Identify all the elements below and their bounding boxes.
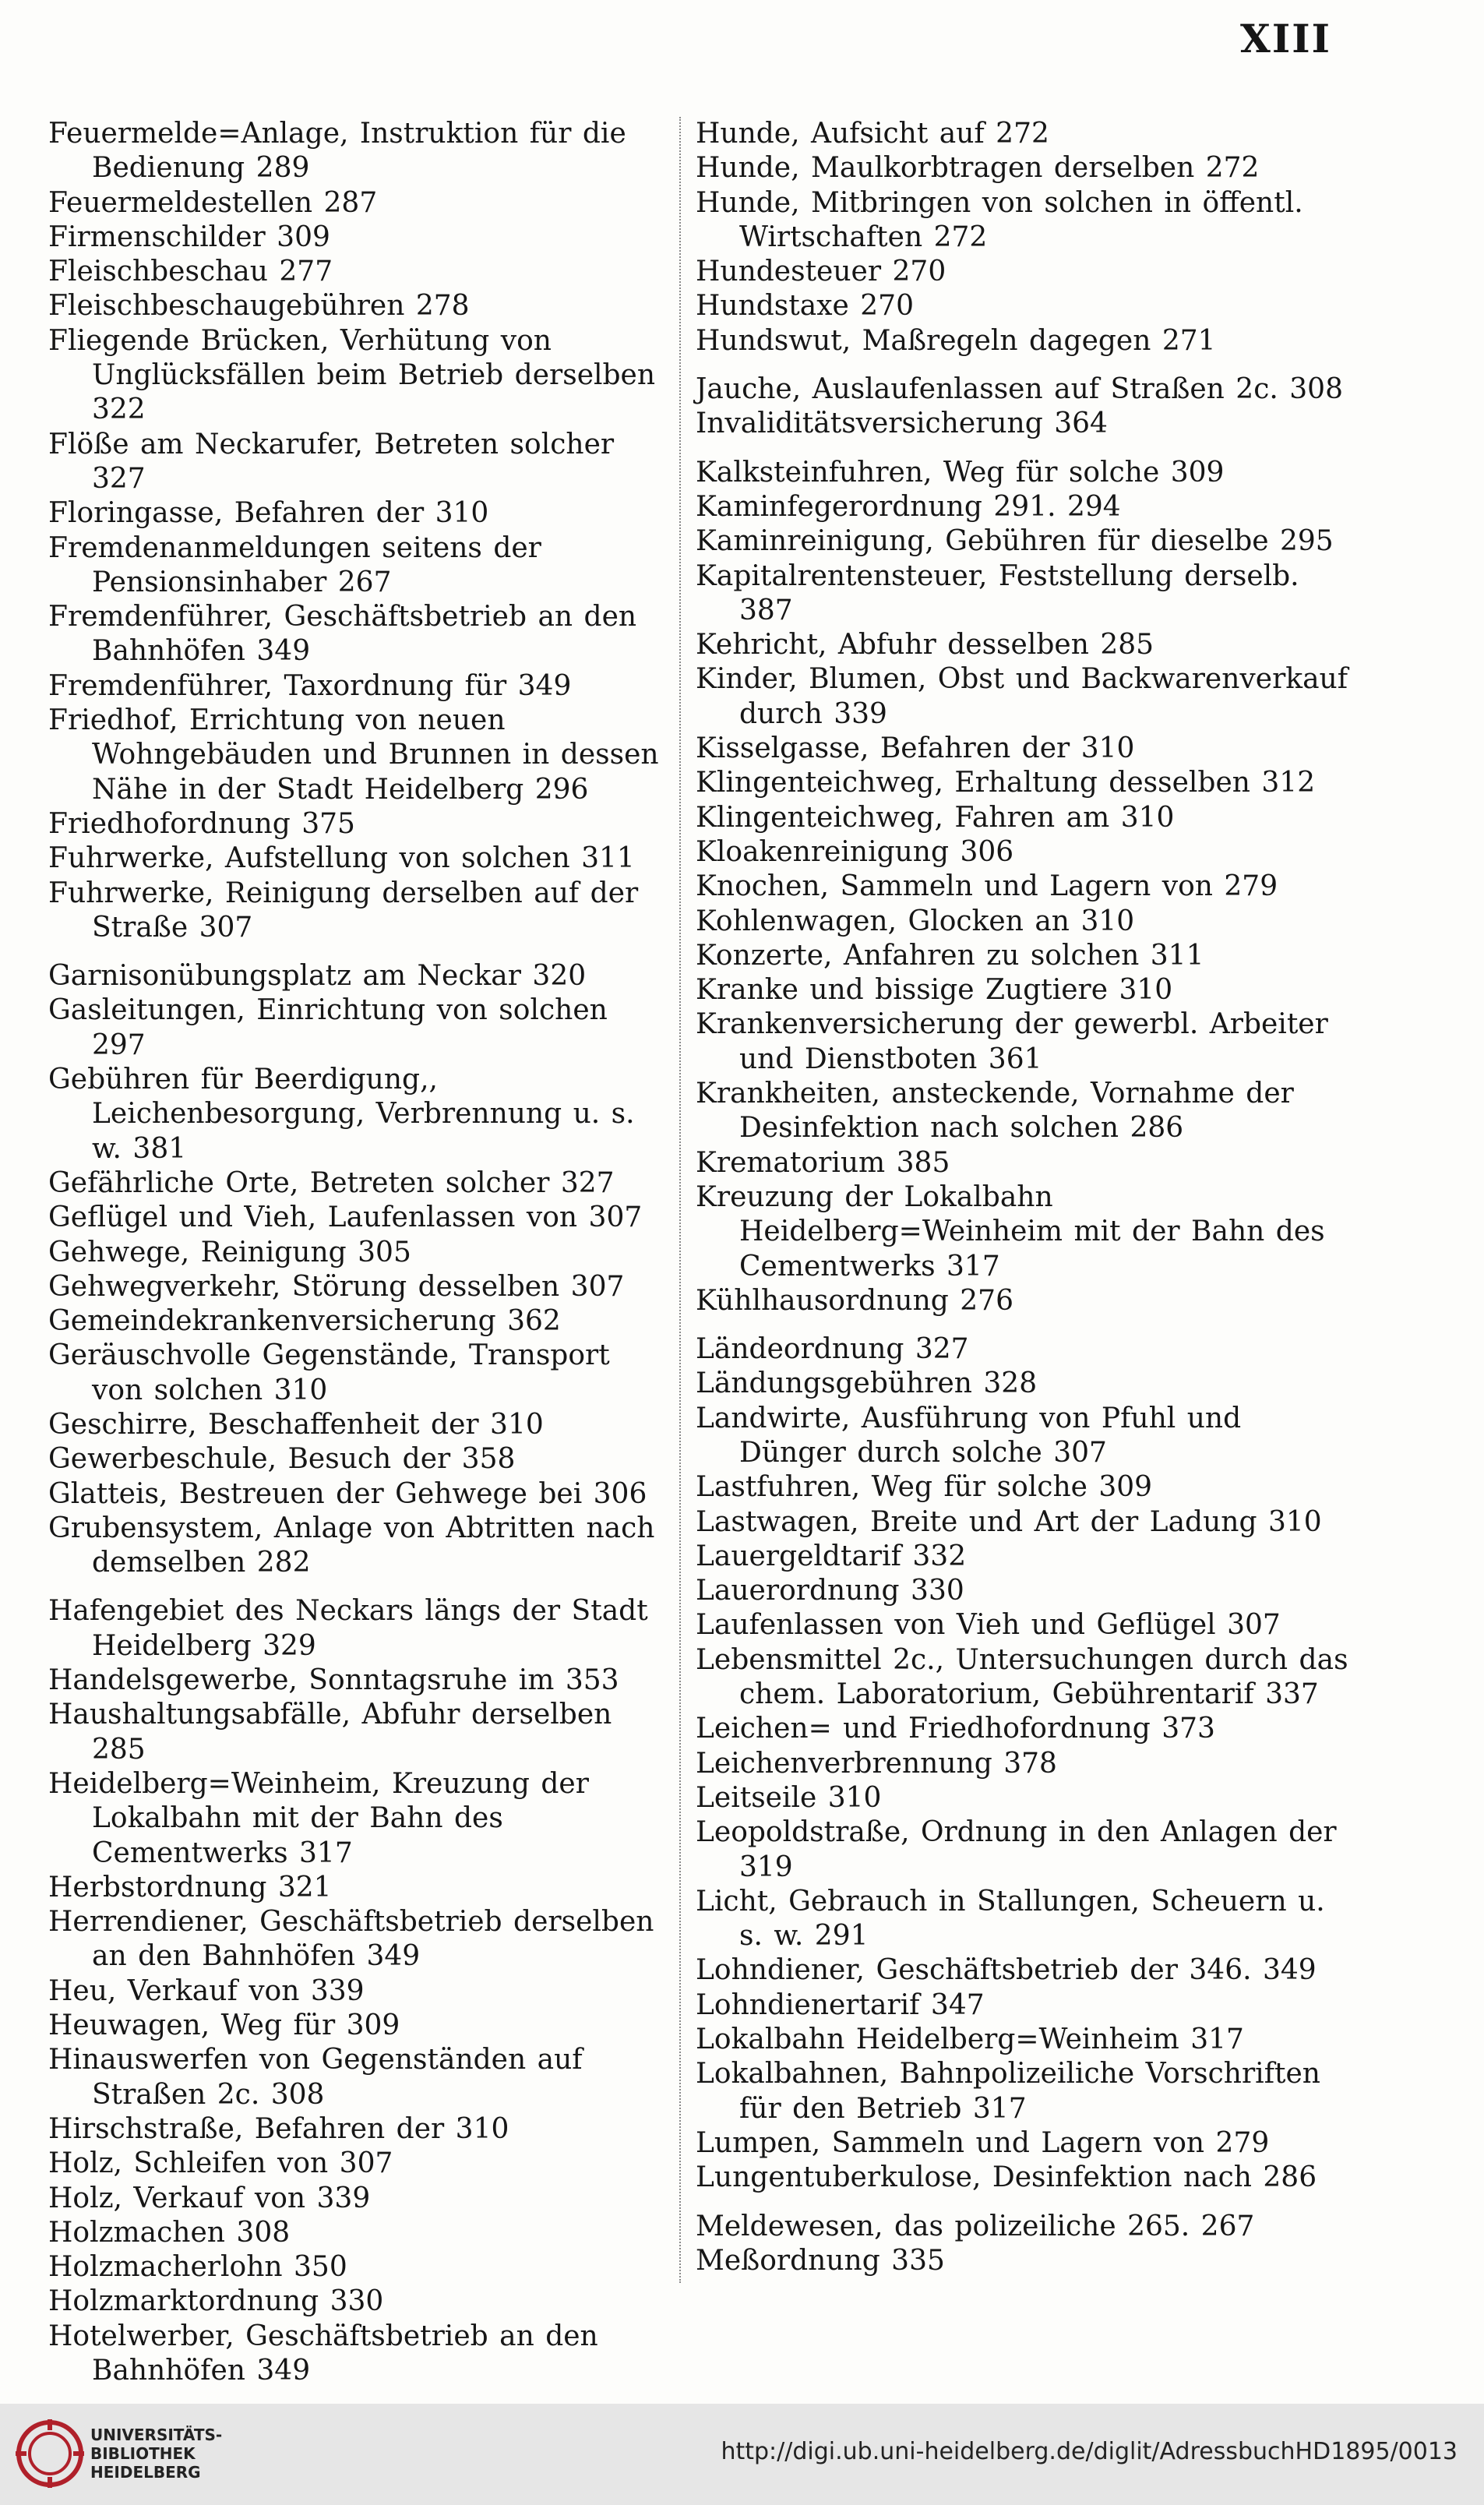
index-entry: Fleischbeschaugebühren 278 bbox=[48, 290, 470, 323]
index-entry: Lastfuhren, Weg für solche 309 bbox=[696, 1471, 1153, 1504]
index-entry: Lokalbahnen, Bahnpolizeiliche Vorschriften für den Betrieb 317 bbox=[696, 2058, 1320, 2125]
index-entry: Hunde, Maulkorbtragen derselben 272 bbox=[696, 152, 1260, 185]
index-entry: Lungentuberkulose, Desinfektion nach 286 bbox=[696, 2161, 1317, 2194]
index-entry: Kaminfegerordnung 291. 294 bbox=[696, 490, 1121, 523]
index-entry: Heuwagen, Weg für 309 bbox=[48, 2009, 400, 2042]
index-entry: Licht, Gebrauch in Stallungen, Scheuern u. s. w. 291 bbox=[696, 1885, 1325, 1953]
index-entry: Gehwege, Reinigung 305 bbox=[48, 1236, 411, 1268]
index-entry: Ländeordnung 327 bbox=[696, 1333, 969, 1366]
index-entry: Kaminreinigung, Gebühren für dieselbe 295 bbox=[696, 525, 1334, 558]
index-entry: Kapitalrentensteuer, Feststellung derselb. 387 bbox=[696, 559, 1299, 626]
index-entry: Haushaltungsabfälle, Abfuhr derselben 285 bbox=[48, 1699, 612, 1766]
page-number: XIII bbox=[1240, 16, 1331, 62]
index-entry: Fremdenanmeldungen seitens der Pensionsinhaber 267 bbox=[48, 531, 541, 598]
index-entry: Kisselgasse, Befahren der 310 bbox=[696, 732, 1135, 765]
index-entry: Gehwegverkehr, Störung desselben 307 bbox=[48, 1270, 625, 1303]
index-entry: Hundesteuer 270 bbox=[696, 256, 946, 288]
index-entry: Ländungsgebühren 328 bbox=[696, 1367, 1038, 1400]
index-entry: Kreuzung der Lokalbahn Heidelberg=Weinheim mit der Bahn des Cementwerks 317 bbox=[696, 1180, 1325, 1282]
index-entry: Kehricht, Abfuhr desselben 285 bbox=[696, 629, 1154, 662]
index-entry: Lauergeldtarif 332 bbox=[696, 1540, 967, 1572]
index-entry: Hundswut, Maßregeln dagegen 271 bbox=[696, 324, 1216, 357]
index-entry: Fliegende Brücken, Verhütung von Unglücksfällen beim Betrieb derselben 322 bbox=[48, 324, 656, 426]
index-entry: Gebühren für Beerdigung,, Leichenbesorgung, Verbrennung u. s. w. 381 bbox=[48, 1064, 635, 1165]
index-entry: Konzerte, Anfahren zu solchen 311 bbox=[696, 939, 1204, 972]
index-entry: Holz, Schleifen von 307 bbox=[48, 2147, 393, 2180]
index-entry: Lohndiener, Geschäftsbetrieb der 346. 349 bbox=[696, 1954, 1317, 1987]
index-entry: Fremdenführer, Taxordnung für 349 bbox=[48, 669, 572, 702]
logo-line: HEIDELBERG bbox=[90, 2463, 201, 2482]
index-entry: Grubensystem, Anlage von Abtritten nach demselben 282 bbox=[48, 1512, 655, 1579]
index-entry: Gemeindekrankenversicherung 362 bbox=[48, 1305, 561, 1338]
index-entry: Fuhrwerke, Reinigung derselben auf der Straße 307 bbox=[48, 877, 639, 944]
index-entry: Kohlenwagen, Glocken an 310 bbox=[696, 905, 1135, 937]
index-entry: Hunde, Mitbringen von solchen in öffentl. Wirtschaften 272 bbox=[696, 186, 1303, 253]
index-entry: Kinder, Blumen, Obst und Backwarenverkauf durch 339 bbox=[696, 663, 1348, 730]
index-entry: Holz, Verkauf von 339 bbox=[48, 2182, 371, 2214]
index-entry: Fremdenführer, Geschäftsbetrieb an den Bahnhöfen 349 bbox=[48, 601, 637, 668]
index-entry: Garnisonübungsplatz am Neckar 320 bbox=[48, 960, 587, 993]
library-logo-text bbox=[90, 2426, 222, 2482]
index-entry: Klingenteichweg, Fahren am 310 bbox=[696, 801, 1175, 834]
index-entry: Feuermelde=Anlage, Instruktion für die Bedienung 289 bbox=[48, 118, 626, 185]
index-entry: Kloakenreinigung 306 bbox=[696, 835, 1014, 868]
index-column-left bbox=[48, 117, 665, 2388]
index-entry: Krematorium 385 bbox=[696, 1146, 950, 1179]
index-entry: Geräuschvolle Gegenstände, Transport von solchen 310 bbox=[48, 1339, 610, 1406]
index-entry: Hafengebiet des Neckars längs der Stadt Heidelberg 329 bbox=[48, 1595, 648, 1662]
index-entry: Handelsgewerbe, Sonntagsruhe im 353 bbox=[48, 1664, 619, 1697]
index-entry: Gefährliche Orte, Betreten solcher 327 bbox=[48, 1166, 615, 1199]
index-entry: Fuhrwerke, Aufstellung von solchen 311 bbox=[48, 842, 635, 875]
index-entry: Glatteis, Bestreuen der Gehwege bei 306 bbox=[48, 1477, 647, 1510]
index-entry: Friedhof, Errichtung von neuen Wohngebäuden und Brunnen in dessen Nähe in der Stadt Heidelberg 296 bbox=[48, 704, 659, 806]
index-entry: Fleischbeschau 277 bbox=[48, 256, 333, 288]
index-entry: Lokalbahn Heidelberg=Weinheim 317 bbox=[696, 2023, 1244, 2056]
index-entry: Geflügel und Vieh, Laufenlassen von 307 bbox=[48, 1201, 643, 1234]
index-entry: Krankenversicherung der gewerbl. Arbeiter und Dienstboten 361 bbox=[696, 1008, 1328, 1075]
index-entry: Klingenteichweg, Erhaltung desselben 312 bbox=[696, 767, 1316, 799]
index-entry: Jauche, Auslaufenlassen auf Straßen 2c. 308 bbox=[696, 373, 1343, 406]
index-entry: Landwirte, Ausführung von Pfuhl und Dünger durch solche 307 bbox=[696, 1402, 1242, 1469]
index-entry: Lohndienertarif 347 bbox=[696, 1988, 985, 2021]
index-entry: Hotelwerber, Geschäftsbetrieb an den Bahnhöfen 349 bbox=[48, 2320, 598, 2387]
source-url-link[interactable]: http://digi.ub.uni-heidelberg.de/diglit/AdressbuchHD1895/0013 bbox=[721, 2438, 1458, 2465]
index-entry: Leitseile 310 bbox=[696, 1781, 882, 1814]
index-entry: Gasleitungen, Einrichtung von solchen 297 bbox=[48, 994, 608, 1061]
index-entry: Knochen, Sammeln und Lagern von 279 bbox=[696, 870, 1278, 903]
logo-line: UNIVERSITÄTS- bbox=[90, 2426, 223, 2444]
index-entry: Lastwagen, Breite und Art der Ladung 310 bbox=[696, 1505, 1322, 1538]
column-divider bbox=[679, 117, 681, 2283]
index-entry: Meßordnung 335 bbox=[696, 2244, 945, 2277]
index-entry: Hundstaxe 270 bbox=[696, 290, 914, 323]
index-entry: Herbstordnung 321 bbox=[48, 1871, 332, 1903]
index-entry: Hunde, Aufsicht auf 272 bbox=[696, 118, 1049, 150]
index-entry: Friedhofordnung 375 bbox=[48, 807, 355, 840]
index-entry: Heidelberg=Weinheim, Kreuzung der Lokalbahn mit der Bahn des Cementwerks 317 bbox=[48, 1767, 589, 1869]
index-entry: Holzmarktordnung 330 bbox=[48, 2285, 384, 2318]
index-entry: Floringasse, Befahren der 310 bbox=[48, 497, 489, 530]
index-entry: Leichenverbrennung 378 bbox=[696, 1747, 1057, 1780]
index-entry: Hirschstraße, Befahren der 310 bbox=[48, 2112, 509, 2145]
index-entry: Holzmachen 308 bbox=[48, 2216, 291, 2249]
index-entry: Kranke und bissige Zugtiere 310 bbox=[696, 974, 1173, 1007]
index-entry: Herrendiener, Geschäftsbetrieb derselben an den Bahnhöfen 349 bbox=[48, 1906, 654, 1973]
index-entry: Laufenlassen von Vieh und Geflügel 307 bbox=[696, 1609, 1281, 1642]
index-entry: Holzmacherlohn 350 bbox=[48, 2251, 347, 2284]
index-entry: Leopoldstraße, Ordnung in den Anlagen der 319 bbox=[696, 1816, 1337, 1883]
index-entry: Hinauswerfen von Gegenständen auf Straßen 2c. 308 bbox=[48, 2044, 583, 2111]
index-column-right bbox=[696, 117, 1352, 2278]
index-entry: Lebensmittel 2c., Untersuchungen durch das chem. Laboratorium, Gebührentarif 337 bbox=[696, 1643, 1348, 1711]
index-entry: Feuermeldestellen 287 bbox=[48, 186, 378, 219]
index-entry: Lauerordnung 330 bbox=[696, 1575, 964, 1607]
library-seal-icon bbox=[14, 2418, 86, 2489]
index-entry: Krankheiten, ansteckende, Vornahme der Desinfektion nach solchen 286 bbox=[696, 1078, 1294, 1145]
index-entry: Firmenschilder 309 bbox=[48, 221, 330, 253]
index-entry: Lumpen, Sammeln und Lagern von 279 bbox=[696, 2126, 1270, 2159]
index-entry: Leichen= und Friedhofordnung 373 bbox=[696, 1713, 1215, 1745]
index-entry: Invaliditätsversicherung 364 bbox=[696, 408, 1108, 440]
index-entry: Heu, Verkauf von 339 bbox=[48, 1974, 365, 2007]
index-entry: Gewerbeschule, Besuch der 358 bbox=[48, 1443, 516, 1476]
index-entry: Flöße am Neckarufer, Betreten solcher 327 bbox=[48, 428, 615, 495]
index-entry: Geschirre, Beschaffenheit der 310 bbox=[48, 1408, 544, 1441]
index-entry: Kühlhausordnung 276 bbox=[696, 1284, 1013, 1317]
footer-bar bbox=[0, 2404, 1484, 2505]
index-entry: Meldewesen, das polizeiliche 265. 267 bbox=[696, 2210, 1255, 2242]
logo-line: BIBLIOTHEK bbox=[90, 2444, 196, 2463]
index-entry: Kalksteinfuhren, Weg für solche 309 bbox=[696, 456, 1225, 489]
